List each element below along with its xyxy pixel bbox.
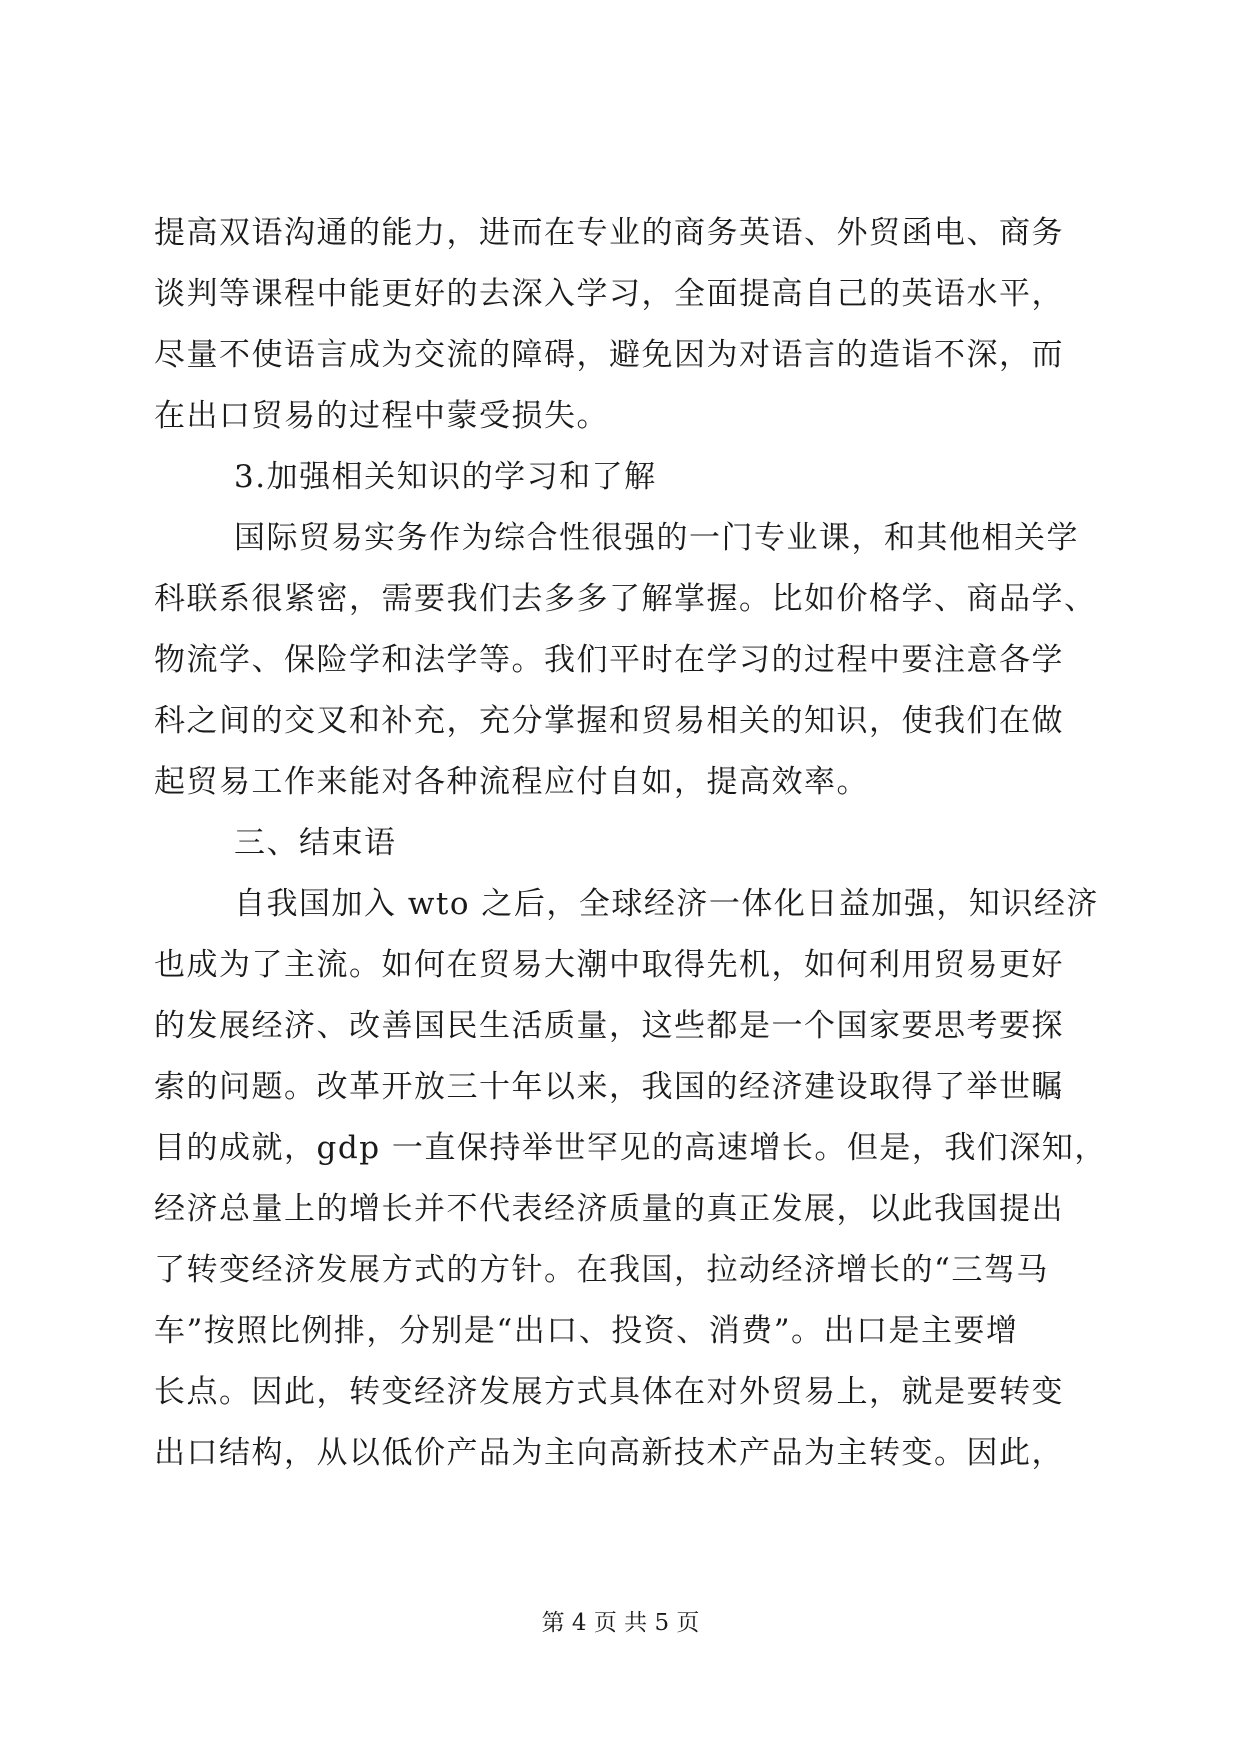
text-line: 提高双语沟通的能力，进而在专业的商务英语、外贸函电、商务 (154, 215, 1064, 251)
text-line: 国际贸易实务作为综合性很强的一门专业课，和其他相关学 (234, 520, 1079, 556)
text-line: 车”按照比例排，分别是“出口、投资、消费”。出口是主要增 (154, 1313, 1019, 1349)
paragraph-2 (154, 508, 1097, 813)
page-number-footer: 第 4 页 共 5 页 (541, 1610, 700, 1636)
text-line: 自我国加入 wto 之后，全球经济一体化日益加强，知识经济 (234, 886, 1099, 922)
text-line: 谈判等课程中能更好的去深入学习，全面提高自己的英语水平， (154, 276, 1064, 312)
text-line: 长点。因此，转变经济发展方式具体在对外贸易上，就是要转变 (154, 1374, 1064, 1410)
document-body (154, 203, 1107, 1484)
text-line: 科联系很紧密，需要我们去多多了解掌握。比如价格学、商品学、 (154, 581, 1097, 617)
text-line: 尽量不使语言成为交流的障碍，避免因为对语言的造诣不深，而 (154, 337, 1064, 373)
section-heading: 三、结束语 (234, 825, 397, 861)
paragraph-3 (154, 874, 1107, 1484)
text-line: 起贸易工作来能对各种流程应付自如，提高效率。 (154, 764, 869, 800)
text-line: 也成为了主流。如何在贸易大潮中取得先机，如何利用贸易更好 (154, 947, 1064, 983)
text-line: 经济总量上的增长并不代表经济质量的真正发展，以此我国提出 (154, 1191, 1064, 1227)
text-line: 了转变经济发展方式的方针。在我国，拉动经济增长的“三驾马 (154, 1252, 1049, 1288)
text-line: 目的成就，gdp 一直保持举世罕见的高速增长。但是，我们深知， (154, 1130, 1107, 1166)
text-line: 在出口贸易的过程中蒙受损失。 (154, 398, 609, 434)
text-line: 物流学、保险学和法学等。我们平时在学习的过程中要注意各学 (154, 642, 1064, 678)
text-line: 索的问题。改革开放三十年以来，我国的经济建设取得了举世瞩 (154, 1069, 1064, 1105)
text-line: 出口结构，从以低价产品为主向高新技术产品为主转变。因此， (154, 1435, 1064, 1471)
text-line: 科之间的交叉和补充，充分掌握和贸易相关的知识，使我们在做 (154, 703, 1064, 739)
paragraph-1 (154, 203, 1086, 447)
text-line: 的发展经济、改善国民生活质量，这些都是一个国家要思考要探 (154, 1008, 1064, 1044)
subheading-3: 3.加强相关知识的学习和了解 (234, 459, 657, 495)
